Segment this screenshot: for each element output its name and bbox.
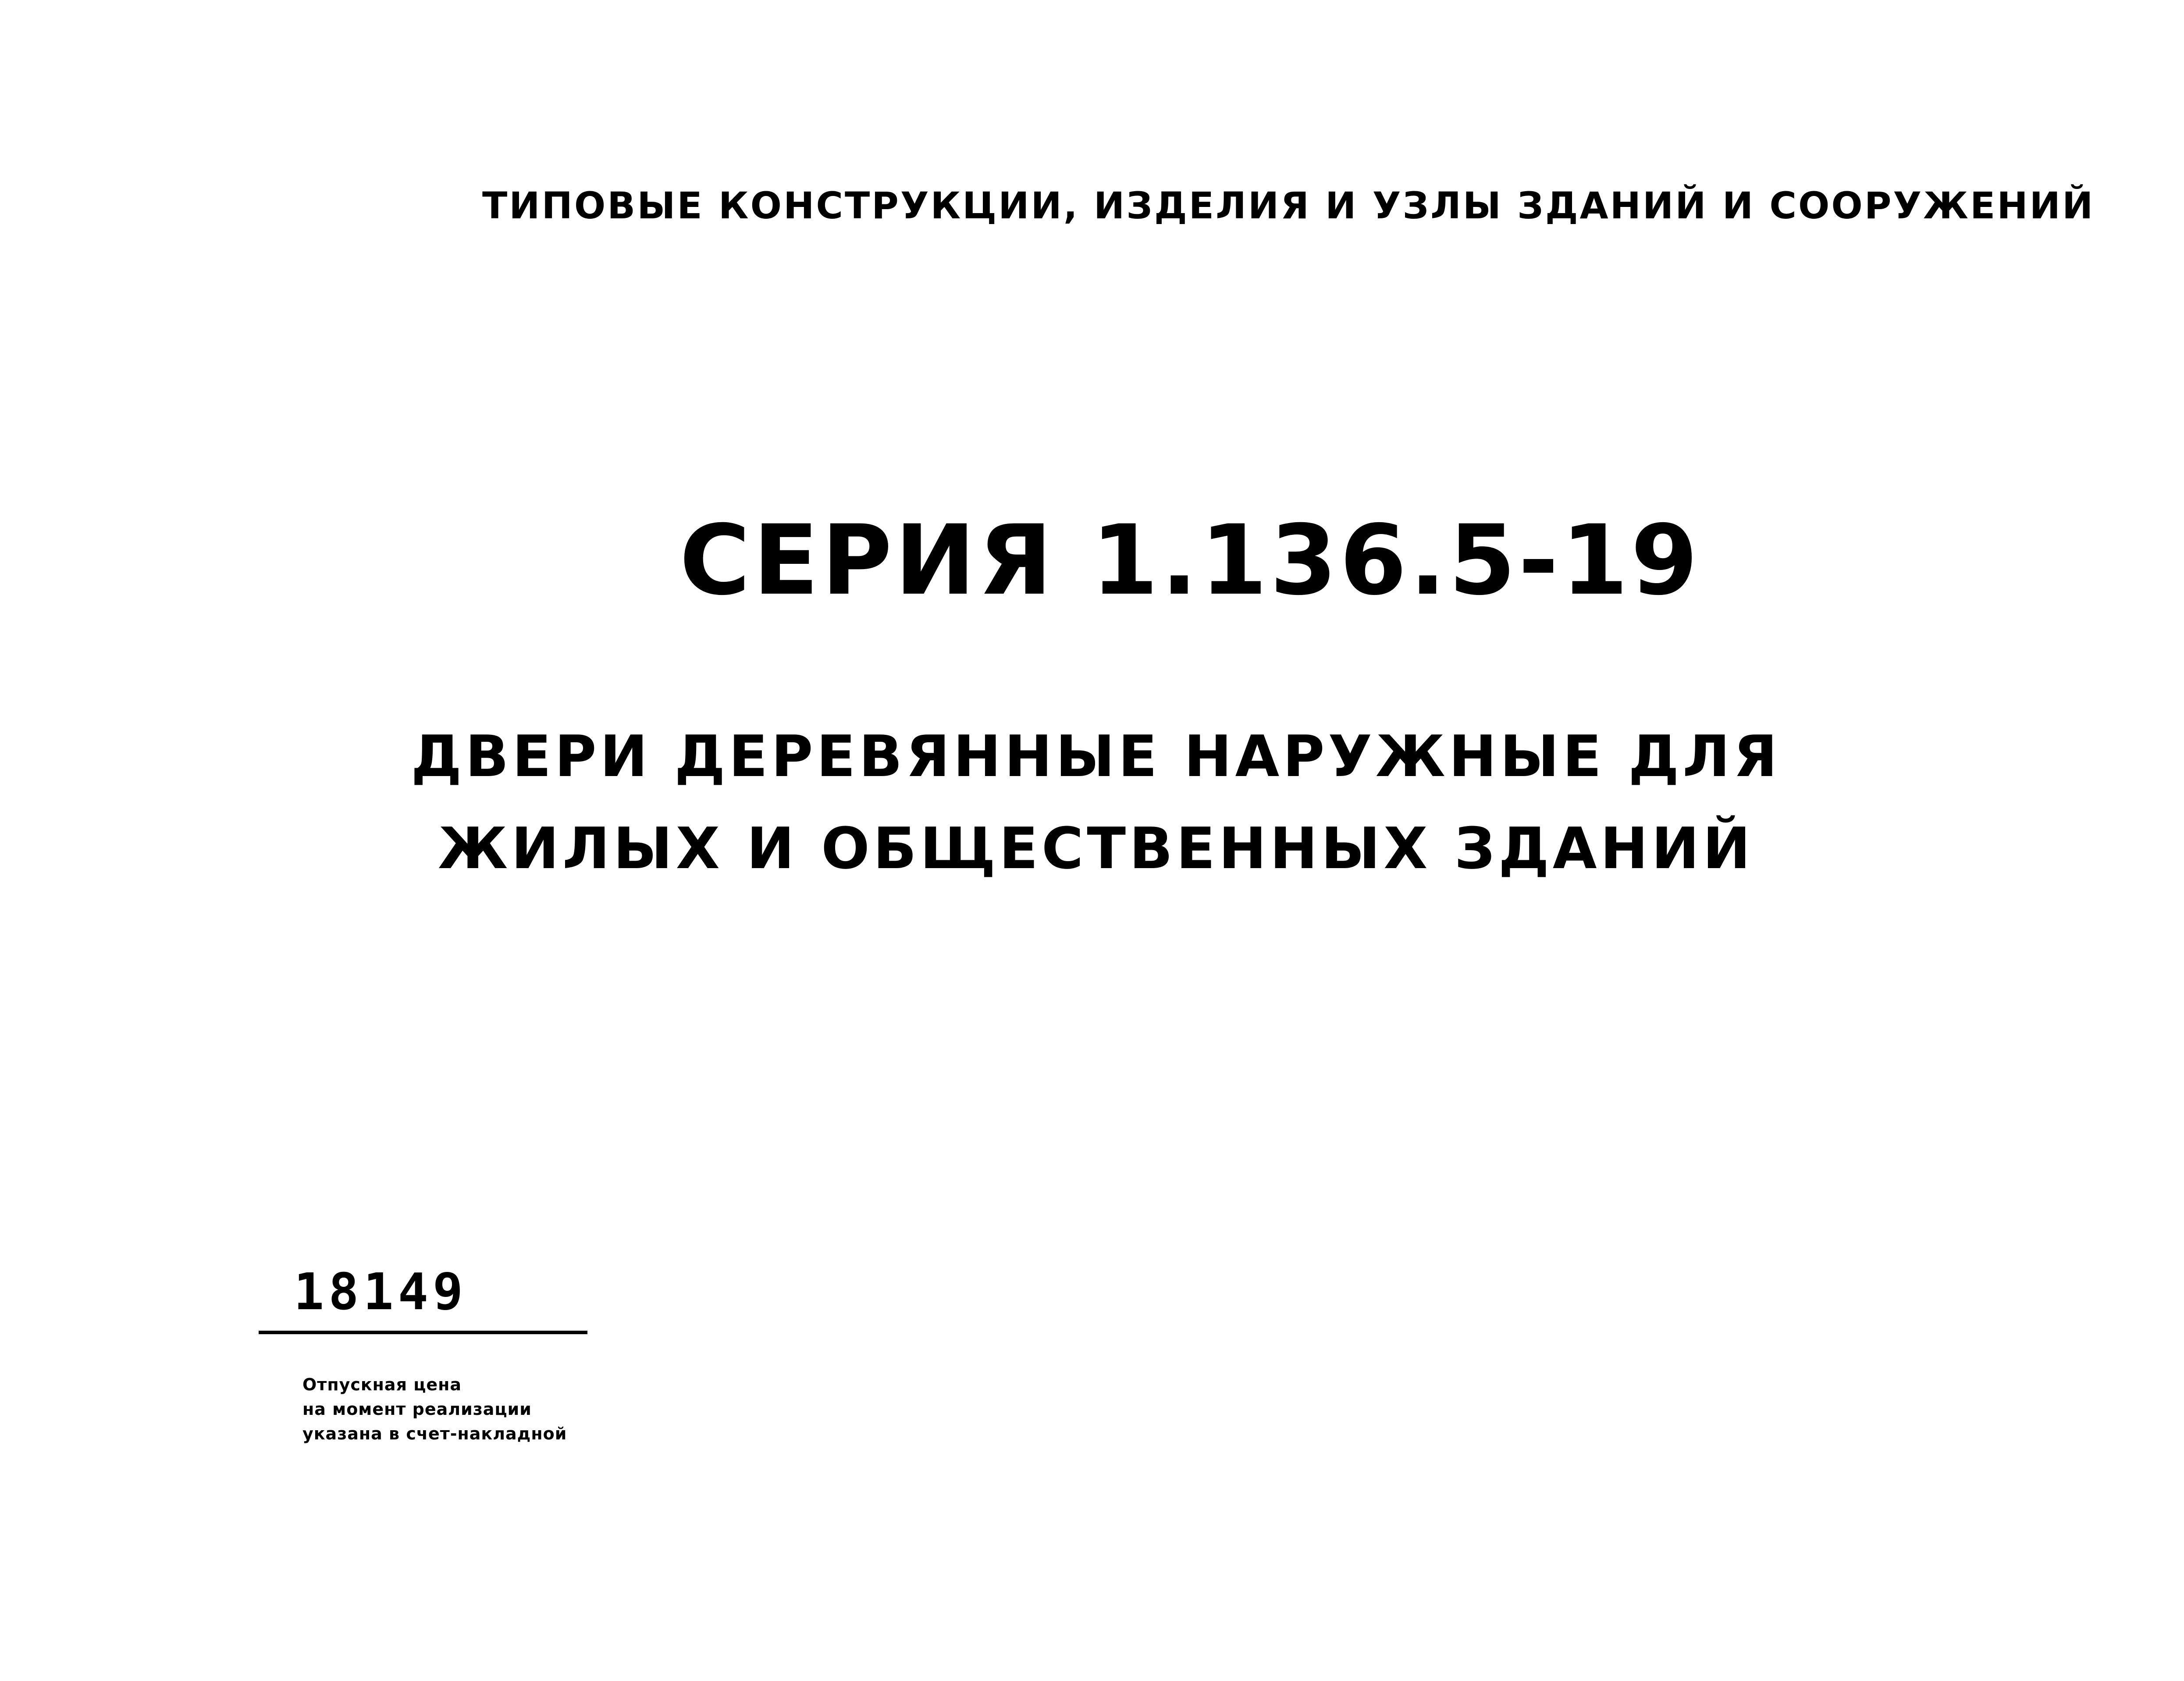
document-title-line-1: ДВЕРИ ДЕРЕВЯННЫЕ НАРУЖНЫЕ ДЛЯ [411, 723, 1781, 790]
document-title-line-2: ЖИЛЫХ И ОБЩЕСТВЕННЫХ ЗДАНИЙ [438, 815, 1754, 882]
price-note-line-2: на момент реализации [302, 1400, 532, 1419]
series-title: СЕРИЯ 1.136.5-19 [679, 504, 1701, 616]
price-note [302, 1372, 567, 1446]
document-number-underline [259, 1331, 587, 1334]
price-note-line-3: указана в счет-накладной [302, 1424, 567, 1443]
document-title [395, 710, 1797, 894]
price-note-line-1: Отпускная цена [302, 1375, 462, 1394]
header-text: ТИПОВЫЕ КОНСТРУКЦИИ, ИЗДЕЛИЯ И УЗЛЫ ЗДАНИЙ И СООРУЖЕНИЙ [482, 184, 2095, 227]
document-number: 18149 [294, 1263, 468, 1321]
